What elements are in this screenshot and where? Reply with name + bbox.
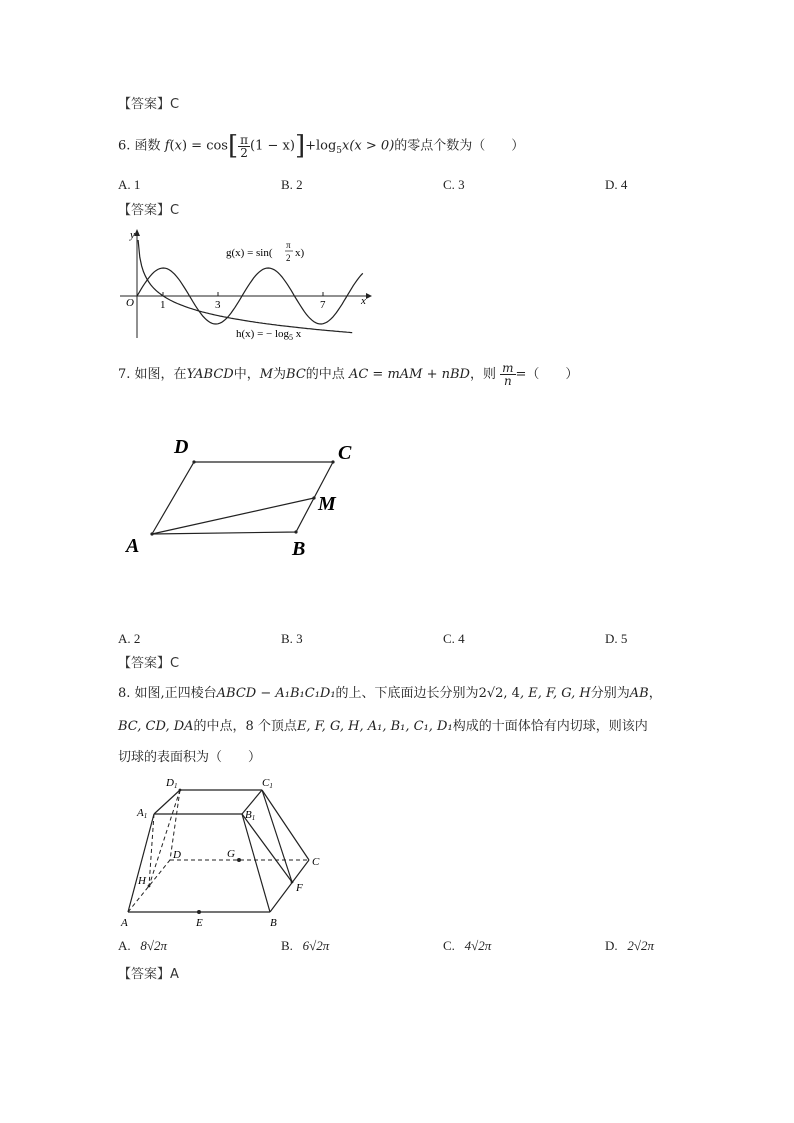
y-axis-arrow <box>134 229 140 236</box>
math-log-base: 5 <box>336 146 343 157</box>
q6-answer: 【答案】C <box>118 203 180 218</box>
math-x: x <box>174 138 182 154</box>
vector-expression: AC = mAM + nBD <box>348 367 470 382</box>
q7-option-b: B. 3 <box>281 631 303 646</box>
math-abcd: ABCD <box>194 367 234 382</box>
q8-answer: 【答案】A <box>118 967 179 982</box>
q6-option-c: C. 3 <box>443 177 465 192</box>
math-cond: x(x > 0) <box>342 138 395 154</box>
label-b: B <box>292 538 306 560</box>
fraction-pi-over-2: $\frac{\pi}{2}$ <box>240 132 249 160</box>
q8-option-b: B. 6√2π <box>281 938 330 953</box>
x-axis-arrow <box>366 293 372 299</box>
label-m: M <box>318 493 336 515</box>
x-axis-label: x <box>361 295 366 307</box>
math-eq: = <box>191 138 203 154</box>
g-label: g(x) = sin( <box>226 247 273 259</box>
q8-stem-line2: BC, CD, DA的中点，8 个顶点E, F, G, H, A₁, B₁, C₁, D₁构成的十面体恰有内切球，则该内 <box>118 719 648 734</box>
q6-option-b: B. 2 <box>281 177 303 192</box>
q8-option-c: C. 4√2π <box>443 938 492 953</box>
g-label-tail: x) <box>295 247 305 259</box>
svg-text:A1: A1 <box>137 807 148 820</box>
tick-label-3: 3 <box>215 299 221 311</box>
svg-text:D1: D1 <box>166 777 178 790</box>
q6-option-d: D. 4 <box>605 177 628 192</box>
q6-stem: 6. 函数 f(x) = cos[ $\frac{\pi}{2}$ $(1 - x)]+\log_5x(x > 0)$的零点个数为（ ） <box>118 131 525 161</box>
q7-parallelogram-figure <box>120 428 370 568</box>
label-g: G <box>227 848 235 860</box>
parallelogram <box>152 462 333 534</box>
answer-label: 【答案】 <box>118 97 171 112</box>
h-label: h(x) = − $\log_5 x$ <box>236 328 302 342</box>
g-label-pi: π <box>286 240 291 250</box>
q5-answer <box>118 96 179 114</box>
tick-label-7: 7 <box>320 299 326 311</box>
label-a: A <box>126 535 140 557</box>
q7-option-a: A. 2 <box>118 631 141 646</box>
parallelogram-symbol: Y <box>186 367 195 382</box>
label-b: B <box>270 917 277 929</box>
label-f: F <box>296 882 303 894</box>
q7-answer: 【答案】C <box>118 656 180 671</box>
segment-am <box>152 498 314 534</box>
tick-label-1: 1 <box>160 299 166 311</box>
stem-text: 函数 <box>134 138 161 154</box>
math-log: +log <box>305 138 337 154</box>
math-bc: BC <box>286 367 306 382</box>
answer-value: C <box>170 97 180 112</box>
q7-stem: 7. 如图，在YABCD中，M为BC的中点 AC = mAM + nBD，则 $\frac{m}{n}$ =（ ） <box>118 361 579 388</box>
math-1-minus-x: (1 − x) <box>250 138 295 154</box>
label-d: D <box>174 436 189 458</box>
q6-option-a: A. 1 <box>118 177 141 192</box>
label-h: H <box>138 875 146 887</box>
svg-text:C1: C1 <box>262 777 273 790</box>
question-number: 6. <box>118 138 131 154</box>
q8-frustum-figure <box>116 770 336 930</box>
fraction-m-over-n: $\frac{m}{n}$ <box>502 361 514 388</box>
stem-text: 如图，在 <box>134 367 187 382</box>
math-cos: cos <box>206 138 228 154</box>
label-c: C <box>312 856 320 868</box>
y-axis-label: y <box>130 229 135 241</box>
math-vertices: E, F, G, H, A₁, B₁, C₁, D₁ <box>296 719 453 734</box>
q7-option-d: D. 5 <box>605 631 628 646</box>
label-e: E <box>196 917 203 929</box>
math-f: f <box>164 138 170 154</box>
svg-text:B1: B1 <box>245 809 256 822</box>
q8-stem-line3: 切球的表面积为（ ） <box>118 750 262 765</box>
q8-option-d: D. 2√2π <box>605 938 655 953</box>
label-a: A <box>121 917 128 929</box>
math-m: M <box>259 367 274 382</box>
math-sides: 2√2, 4 <box>478 686 520 701</box>
question-number: 7. <box>118 367 131 382</box>
g-label-2: 2 <box>286 253 291 263</box>
q7-option-c: C. 4 <box>443 631 465 646</box>
q8-option-a: A. 8√2π <box>118 938 168 953</box>
origin-label: O <box>126 297 134 309</box>
q8-stem-line1: 8. 如图,正四棱台ABCD − A₁B₁C₁D₁的上、下底面边长分别为2√2, 4, E, F, G, H分别为AB， <box>118 686 662 701</box>
label-d: D <box>173 849 181 861</box>
q6-function-graph <box>116 226 376 344</box>
label-c: C <box>338 442 352 464</box>
stem-suffix: 的零点个数为（ ） <box>394 138 525 154</box>
math-frustum: ABCD − A₁B₁C₁D₁ <box>216 686 336 701</box>
